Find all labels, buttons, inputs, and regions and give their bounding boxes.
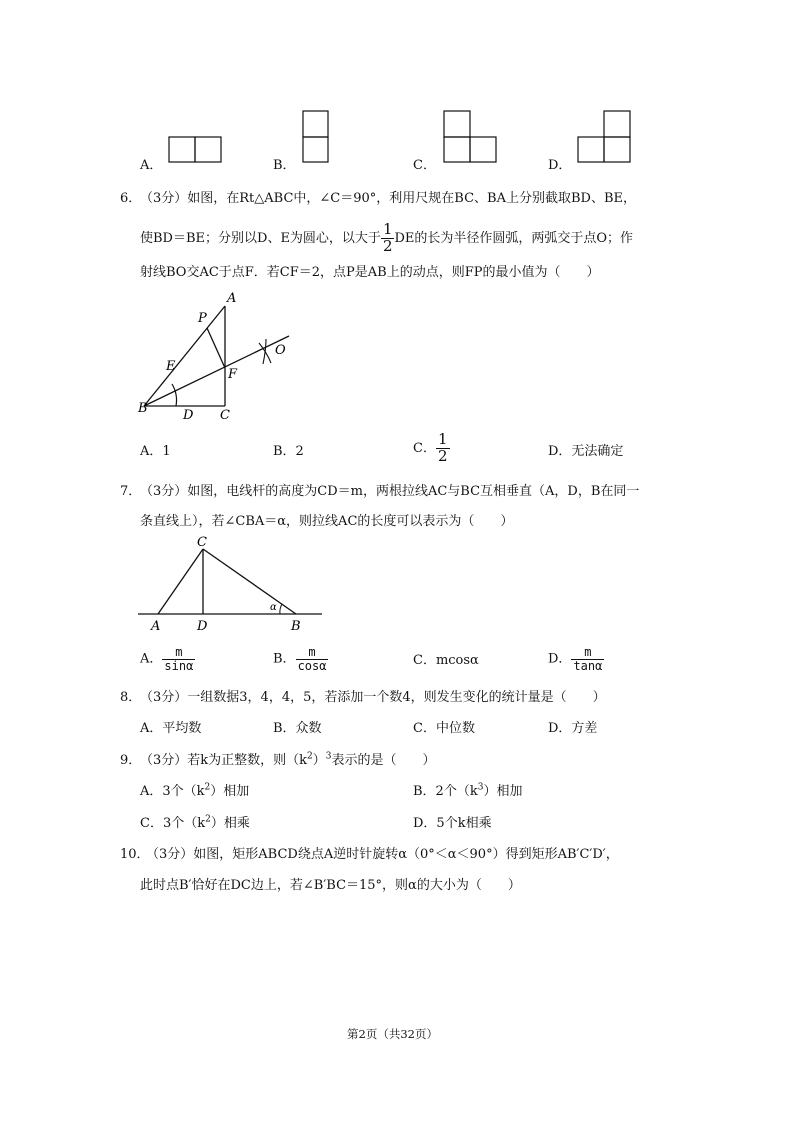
q6-label-b: B: [138, 401, 148, 416]
q9-option-d: D．5个k相乘: [413, 816, 492, 831]
q7-option-a-prefix: A．: [140, 651, 163, 667]
q6-fraction-den: 2: [382, 236, 393, 255]
q6-line-3: 射线BO交AC于点F．若CF＝2，点P是AB上的动点，则FP的最小值为（ ）: [140, 265, 600, 280]
q7-option-a-fraction: [162, 646, 195, 672]
q5-option-a-label: A．: [140, 158, 163, 173]
q6-line-2-pre: 使BD＝BE；分别以D、E为圆心，以大于: [140, 230, 381, 246]
q6-number: 6．: [120, 191, 142, 206]
q5-option-c-figure: [443, 110, 499, 164]
q7-label-c: C: [197, 535, 207, 550]
q6-option-c-prefix: C．: [413, 440, 436, 456]
q7-option-b-prefix: B．: [273, 651, 296, 667]
q5-option-b-label: B．: [273, 158, 296, 173]
q6-label-c: C: [220, 408, 230, 423]
q6-option-c-num: 1: [437, 430, 448, 448]
q9-option-a-post: ）相加: [210, 784, 250, 799]
q7-option-b-fraction: [296, 646, 329, 672]
q6-fraction: [381, 222, 395, 255]
q5-option-b-figure: [302, 110, 330, 164]
q7-figure: [136, 532, 326, 632]
q6-option-d: D．无法确定: [548, 444, 624, 459]
q6-option-b: B．2: [273, 444, 304, 459]
q6-option-c-fraction: [436, 432, 450, 465]
q7-option-b-den: cosα: [297, 658, 327, 673]
q6-line-1: （3分）如图，在Rt△ABC中，∠C＝90°，利用尺规在BC、BA上分别截取BD、BE，: [140, 191, 636, 206]
q9-option-a: [140, 780, 249, 799]
q5-option-c-label: C．: [413, 158, 436, 173]
q8-option-c: C．中位数: [413, 721, 475, 736]
q10-line-2: 此时点B′恰好在DC边上，若∠B′BC＝15°，则α的大小为（ ）: [140, 878, 521, 893]
q9-stem-sup-1: 2: [307, 751, 313, 762]
q9-stem-post: 表示的是（ ）: [331, 753, 436, 768]
q6-line-2-post: DE的长为半径作圆弧，两弧交于点O；作: [394, 230, 634, 246]
q9-option-c: [140, 812, 250, 831]
q6-option-c-den: 2: [437, 446, 448, 465]
q9-option-c-pre: C．3个（k: [140, 816, 206, 831]
q6-option-a: A．1: [140, 444, 171, 459]
page-footer: 第2页（共32页）: [347, 1027, 438, 1041]
q10-number: 10．: [120, 847, 150, 862]
q7-option-d-den: tanα: [573, 658, 603, 673]
q6-label-a: A: [227, 291, 237, 306]
q6-label-d: D: [183, 408, 194, 423]
q7-label-d: D: [197, 619, 208, 632]
q5-option-d-label: D．: [548, 158, 572, 173]
q9-stem-mid: ）: [312, 753, 326, 768]
q7-line-1: （3分）如图，电线杆的高度为CD＝m，两根拉线AC与BC互相垂直（A，D，B在同一: [140, 484, 640, 499]
q7-option-a-num: m: [175, 645, 183, 659]
q8-option-a: A．平均数: [140, 721, 202, 736]
q5-option-a-figure: [168, 136, 224, 164]
q7-label-b: B: [291, 619, 301, 632]
q7-number: 7．: [120, 484, 142, 499]
q9-option-a-sup: 2: [204, 782, 211, 793]
q6-figure: [135, 288, 300, 423]
q7-label-alpha: α: [270, 602, 277, 613]
q9-option-c-post: ）相乘: [210, 816, 250, 831]
q9-stem: [140, 749, 436, 768]
q5-option-d-figure: [577, 110, 633, 164]
q7-option-d-fraction: [571, 646, 604, 672]
q6-label-o: O: [275, 343, 286, 358]
q7-label-a: A: [151, 619, 161, 632]
q9-option-b-post: ）相加: [483, 784, 523, 799]
q9-stem-pre: （3分）若k为正整数，则（k: [140, 753, 308, 768]
q7-option-a-den: sinα: [164, 658, 194, 673]
q10-line-1: （3分）如图，矩形ABCD绕点A逆时针旋转α（0°＜α＜90°）得到矩形AB′C′D′，: [146, 847, 619, 862]
q7-option-b-num: m: [308, 645, 316, 659]
q9-option-b-pre: B．2个（k: [413, 784, 478, 799]
q9-option-b: [413, 780, 522, 799]
q6-fraction-num: 1: [382, 220, 393, 238]
q8-number: 8．: [120, 690, 142, 705]
q6-label-p: P: [198, 311, 207, 326]
q6-label-f: F: [228, 367, 238, 382]
q9-option-b-sup: 3: [477, 782, 484, 793]
q9-number: 9．: [120, 753, 142, 768]
q9-option-c-sup: 2: [205, 814, 211, 825]
q8-option-b: B．众数: [273, 721, 322, 736]
q7-option-c: C．mcosα: [413, 653, 479, 668]
q8-option-d: D．方差: [548, 721, 598, 736]
q7-line-2: 条直线上），若∠CBA＝α，则拉线AC的长度可以表示为（ ）: [140, 514, 514, 529]
q7-option-d-prefix: D．: [548, 651, 572, 667]
q7-option-d-num: m: [584, 645, 592, 659]
q6-label-e: E: [166, 359, 176, 374]
q8-stem: （3分）一组数据3，4，4，5，若添加一个数4，则发生变化的统计量是（ ）: [140, 690, 606, 705]
q9-option-a-pre: A．3个（k: [140, 784, 205, 799]
q9-stem-sup-2: 3: [325, 751, 332, 762]
